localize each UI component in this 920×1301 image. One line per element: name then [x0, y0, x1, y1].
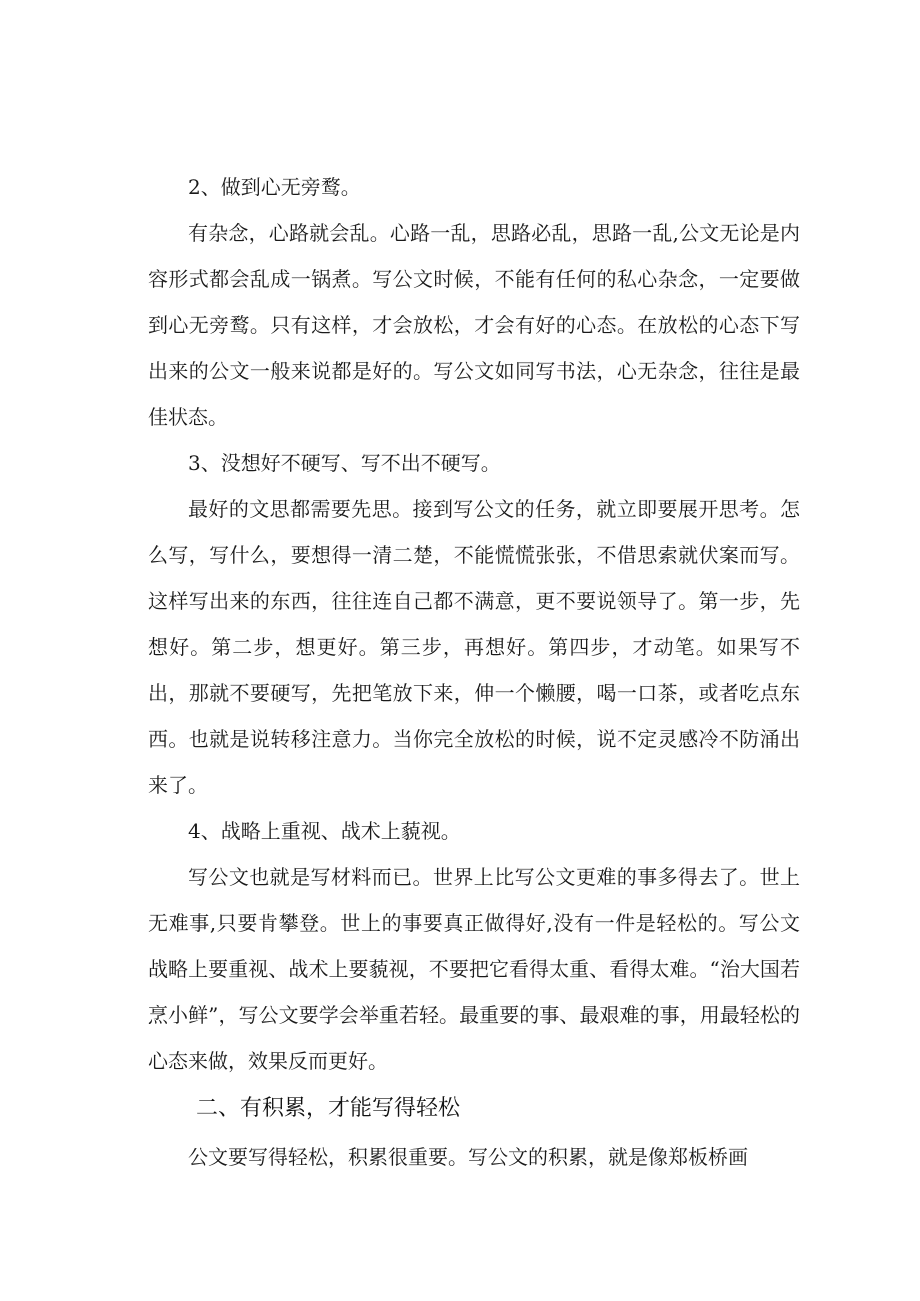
subheading-4: 4、战略上重视、战术上藐视。 — [188, 819, 461, 843]
paragraph-accumulation: 公文要写得轻松，积累很重要。写公文的积累，就是像郑板桥画 — [188, 1145, 748, 1169]
paragraph-focus: 有杂念，心路就会乱。心路一乱，思路必乱，思路一乱,公文无论是内容形式都会乱成一锅煮。写公文时候，不能有任何的私心杂念，一定要做到心无旁鹜。只有这样，才会放松，才会有好的心态。在放松的心态下写出来的公文一般来说都是好的。写公文如同写书法，心无杂念，往往是最佳状态。 — [148, 221, 800, 429]
section-heading-accumulation: 二、有积累，才能写得轻松 — [196, 1096, 461, 1121]
document-page — [148, 164, 800, 1180]
paragraph-strategy: 写公文也就是写材料而已。世界上比写公文更难的事多得去了。世上无难事,只要肯攀登。世上的事要真正做得好,没有一件是轻松的。写公文战略上要重视、战术上要藐视，不要把它看得太重、看得太难。“治大国若烹小鲜”，写公文要学会举重若轻。最重要的事、最艰难的事，用最轻松的心态来做，效果反而更好。 — [148, 865, 800, 1073]
subheading-3: 3、没想好不硬写、写不出不硬写。 — [188, 451, 501, 475]
paragraph-think-first: 最好的文思都需要先思。接到写公文的任务，就立即要展开思考。怎么写，写什么，要想得一清二楚，不能慌慌张张，不借思索就伏案而写。这样写出来的东西，往往连自己都不满意，更不要说领导了。第一步，先想好。第二步，想更好。第三步，再想好。第四步，才动笔。如果写不出，那就不要硬写，先把笔放下来，伸一个懒腰，喝一口茶，或者吃点东西。也就是说转移注意力。当你完全放松的时候，说不定灵感冷不防涌出来了。 — [148, 497, 800, 797]
subheading-2: 2、做到心无旁鹜。 — [188, 175, 361, 199]
